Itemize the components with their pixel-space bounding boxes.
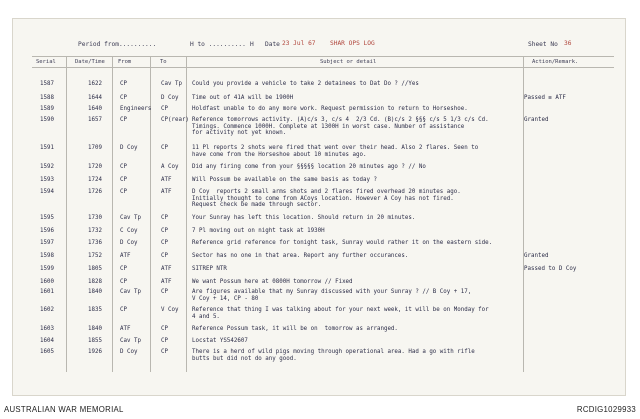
- row-serial: 1598: [40, 253, 54, 259]
- row-from: CP: [120, 279, 127, 285]
- row-time: 1736: [88, 240, 102, 246]
- col-divider: [66, 56, 67, 372]
- row-action: Granted: [524, 117, 549, 123]
- row-time: 1835: [88, 307, 102, 313]
- row-to: CP: [161, 253, 168, 259]
- row-subject: Are figures available that my Sunray discussed with your Sunray ? // B Coy + 17, V Coy + 14, CP - 80: [192, 289, 472, 302]
- row-time: 1805: [88, 266, 102, 272]
- row-serial: 1603: [40, 326, 54, 332]
- row-serial: 1600: [40, 279, 54, 285]
- col-action: Action/Remark.: [532, 59, 579, 65]
- row-time: 1840: [88, 326, 102, 332]
- row-time: 1657: [88, 117, 102, 123]
- row-time: 1828: [88, 279, 102, 285]
- row-time: 1840: [88, 289, 102, 295]
- row-serial: 1591: [40, 145, 54, 151]
- row-subject: Sector has no one in that area. Report any further occurances.: [192, 253, 409, 259]
- row-serial: 1596: [40, 228, 54, 234]
- row-serial: 1599: [40, 266, 54, 272]
- row-serial: 1590: [40, 117, 54, 123]
- row-subject: Reference Possum task, it will be on tomorrow as arranged.: [192, 326, 398, 332]
- row-action: Passed to D Coy: [524, 266, 577, 272]
- row-time: 1726: [88, 189, 102, 195]
- row-from: ATF: [120, 253, 131, 259]
- row-subject: Could you provide a vehicle to take 2 detainees to Dat Do ? //Yes: [192, 81, 419, 87]
- row-subject: SITREP NTR: [192, 266, 227, 272]
- row-serial: 1593: [40, 177, 54, 183]
- row-subject: There is a herd of wild pigs moving through operational area. Had a go with rifle butts but did not do any good.: [192, 349, 475, 362]
- row-from: CP: [120, 81, 127, 87]
- row-from: CP: [120, 95, 127, 101]
- sheet-no-value: 36: [564, 40, 572, 47]
- row-time: 1926: [88, 349, 102, 355]
- row-serial: 1605: [40, 349, 54, 355]
- row-to: A Coy: [161, 164, 179, 170]
- log-title: SHAR OPS LOG: [330, 40, 375, 47]
- row-subject: Did any firing come from your §§§§§ location 20 minutes ago ? // No: [192, 164, 426, 170]
- hrs-to-label: H to ..........: [190, 41, 246, 48]
- date-label: Date: [265, 41, 280, 48]
- row-from: ATF: [120, 326, 131, 332]
- row-from: Cav Tp: [120, 215, 141, 221]
- row-from: D Coy: [120, 240, 138, 246]
- footer-archive-name: AUSTRALIAN WAR MEMORIAL: [4, 405, 124, 414]
- row-serial: 1592: [40, 164, 54, 170]
- row-to: D Coy: [161, 95, 179, 101]
- row-to: CP: [161, 338, 168, 344]
- row-to: CP: [161, 106, 168, 112]
- row-serial: 1604: [40, 338, 54, 344]
- row-serial: 1601: [40, 289, 54, 295]
- row-time: 1732: [88, 228, 102, 234]
- row-to: Cav Tp: [161, 81, 182, 87]
- col-divider: [112, 56, 113, 372]
- row-time: 1644: [88, 95, 102, 101]
- col-divider: [150, 56, 151, 372]
- row-from: CP: [120, 117, 127, 123]
- row-from: CP: [120, 266, 127, 272]
- col-serial: Serial: [36, 59, 56, 65]
- row-subject: Will Possum be available on the same basis as today ?: [192, 177, 377, 183]
- row-from: CP: [120, 177, 127, 183]
- row-to: V Coy: [161, 307, 179, 313]
- row-from: C Coy: [120, 228, 138, 234]
- row-time: 1752: [88, 253, 102, 259]
- row-to: CP: [161, 349, 168, 355]
- hrs-date-label: H: [250, 41, 254, 48]
- row-subject: Locstat YS542607: [192, 338, 248, 344]
- row-to: ATF: [161, 189, 172, 195]
- header-top-rule: [32, 56, 614, 57]
- row-from: D Coy: [120, 349, 138, 355]
- row-serial: 1588: [40, 95, 54, 101]
- row-to: CP: [161, 215, 168, 221]
- row-subject: 11 Pl reports 2 shots were fired that went over their head. Also 2 flares. Seen to have come from the Horseshoe about 10 minutes ago.: [192, 145, 479, 158]
- row-serial: 1587: [40, 81, 54, 87]
- row-to: ATF: [161, 266, 172, 272]
- row-time: 1730: [88, 215, 102, 221]
- row-from: CP: [120, 307, 127, 313]
- row-subject: We want Possum here at 0800H tomorrow // Fixed: [192, 279, 353, 285]
- col-to: To: [160, 59, 167, 65]
- row-from: CP: [120, 164, 127, 170]
- row-subject: Reference that thing I was talking about for your next week, it will be on Monday for 4 and 5.: [192, 307, 489, 320]
- row-to: CP: [161, 289, 168, 295]
- row-from: CP: [120, 189, 127, 195]
- row-action: Passed ≡ ATF: [524, 95, 566, 101]
- col-divider: [186, 56, 187, 372]
- row-time: 1640: [88, 106, 102, 112]
- row-to: ATF: [161, 177, 172, 183]
- row-time: 1724: [88, 177, 102, 183]
- row-to: ATF: [161, 279, 172, 285]
- col-subject: Subject or detail: [320, 59, 377, 65]
- row-to: CP: [161, 145, 168, 151]
- col-from: From: [118, 59, 132, 65]
- footer-record-id: RCDIG1029933: [576, 405, 636, 414]
- row-serial: 1589: [40, 106, 54, 112]
- row-from: Engineers: [120, 106, 152, 112]
- row-time: 1720: [88, 164, 102, 170]
- row-from: Cav Tp: [120, 289, 141, 295]
- row-serial: 1594: [40, 189, 54, 195]
- row-time: 1855: [88, 338, 102, 344]
- row-to: CP(rear): [161, 117, 189, 123]
- row-subject: D Coy reports 2 small arms shots and 2 flares fired overhead 20 minutes ago. Initially thought to come from ACoys location. However A Coy has not fired. Request check be made through sector.: [192, 189, 461, 208]
- row-subject: Holdfast unable to do any more work. Request permission to return to Horseshoe.: [192, 106, 468, 112]
- col-divider: [523, 56, 524, 372]
- row-subject: Your Sunray has left this location. Should return in 20 minutes.: [192, 215, 416, 221]
- col-datetime: Date/Time: [75, 59, 105, 65]
- period-from-label: Period from..........: [78, 41, 157, 48]
- row-from: Cav Tp: [120, 338, 141, 344]
- row-time: 1622: [88, 81, 102, 87]
- row-subject: Reference tomorrows activity. (A)c/s 3, c/s 4 2/3 Cd. (B)c/s 2 §§§ c/s 5 1/3 c/s Cd. Timings. Commence 1000H. Complete at 1300H in worst case. Number of assistance for activity not yet known.: [192, 117, 489, 136]
- row-subject: Reference grid reference for tonight task, Sunray would rather it on the eastern side.: [192, 240, 493, 246]
- row-serial: 1597: [40, 240, 54, 246]
- row-action: Granted: [524, 253, 549, 259]
- row-subject: 7 Pl moving out on night task at 1930H: [192, 228, 325, 234]
- row-from: D Coy: [120, 145, 138, 151]
- date-value: 23 Jul 67: [282, 40, 316, 47]
- header-bottom-rule: [32, 67, 614, 68]
- row-to: CP: [161, 326, 168, 332]
- row-to: CP: [161, 240, 168, 246]
- row-to: CP: [161, 228, 168, 234]
- row-subject: Time out of 41A will be 1900H: [192, 95, 294, 101]
- row-serial: 1595: [40, 215, 54, 221]
- sheet-no-label: Sheet No: [528, 41, 558, 48]
- row-time: 1709: [88, 145, 102, 151]
- row-serial: 1602: [40, 307, 54, 313]
